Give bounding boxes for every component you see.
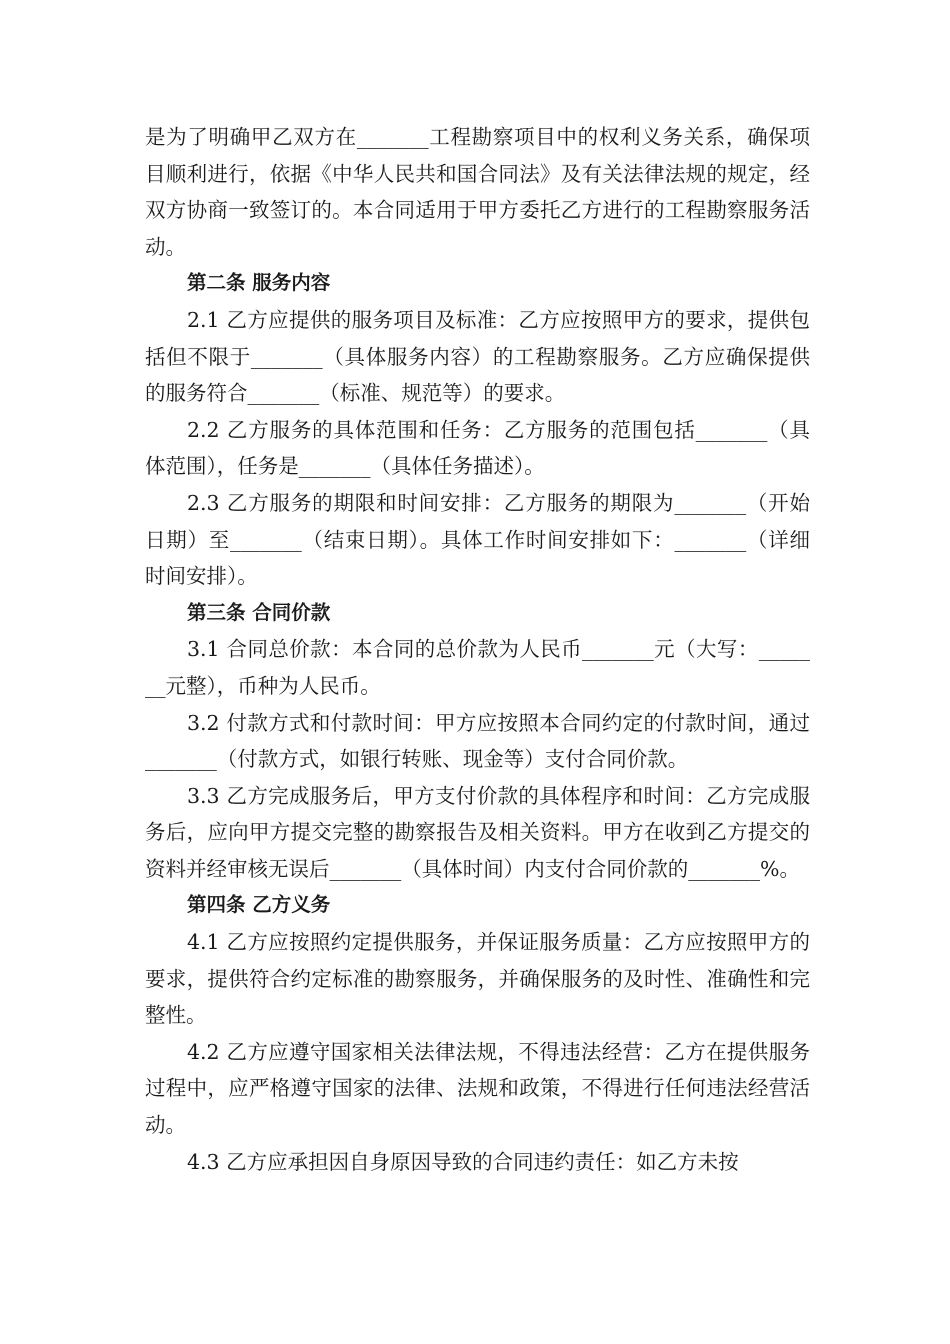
clause-3-1: 3.1 合同总价款：本合同的总价款为人民币_______元（大写：_______元整），币种为人民币。: [145, 637, 810, 698]
clause-2-1: 2.1 乙方应提供的服务项目及标准：乙方应按照甲方的要求，提供包括但不限于_______（具体服务内容）的工程勘察服务。乙方应确保提供的服务符合_______（标准、规范等）的要求。: [145, 307, 810, 406]
article-4-heading: 第四条 乙方义务: [187, 893, 331, 917]
clause-4-3: 4.3 乙方应承担因自身原因导致的合同违约责任：如乙方未按: [187, 1149, 739, 1174]
intro-paragraph: 是为了明确甲乙双方在_______工程勘察项目中的权利义务关系，确保项目顺利进行，依据《中华人民共和国合同法》及有关法律法规的规定，经双方协商一致签订的。本合同适用于甲方委托乙方进行的工程勘察服务活动。: [145, 125, 810, 259]
article-3-heading: 第三条 合同价款: [187, 600, 331, 624]
clause-3-3: 3.3 乙方完成服务后，甲方支付价款的具体程序和时间：乙方完成服务后，应向甲方提交完整的勘察报告及相关资料。甲方在收到乙方提交的资料并经审核无误后_______（具体时间）内支付合同价款的_______%。: [145, 783, 810, 881]
clause-2-2: 2.2 乙方服务的具体范围和任务：乙方服务的范围包括_______（具体范围），任务是_______（具体任务描述）。: [145, 417, 810, 479]
contract-page: [145, 119, 810, 1180]
clause-3-2: 3.2 付款方式和付款时间：甲方应按照本合同约定的付款时间，通过_______（付款方式，如银行转账、现金等）支付合同价款。: [145, 710, 810, 772]
clause-4-2: 4.2 乙方应遵守国家相关法律法规，不得违法经营：乙方在提供服务过程中，应严格遵守国家的法律、法规和政策，不得进行任何违法经营活动。: [145, 1039, 810, 1138]
clause-2-3: 2.3 乙方服务的期限和时间安排：乙方服务的期限为_______（开始日期）至_______（结束日期）。具体工作时间安排如下：_______（详细时间安排）。: [145, 490, 810, 589]
article-2-heading: 第二条 服务内容: [187, 271, 331, 295]
clause-4-1: 4.1 乙方应按照约定提供服务，并保证服务质量：乙方应按照甲方的要求，提供符合约定标准的勘察服务，并确保服务的及时性、准确性和完整性。: [145, 930, 810, 1028]
